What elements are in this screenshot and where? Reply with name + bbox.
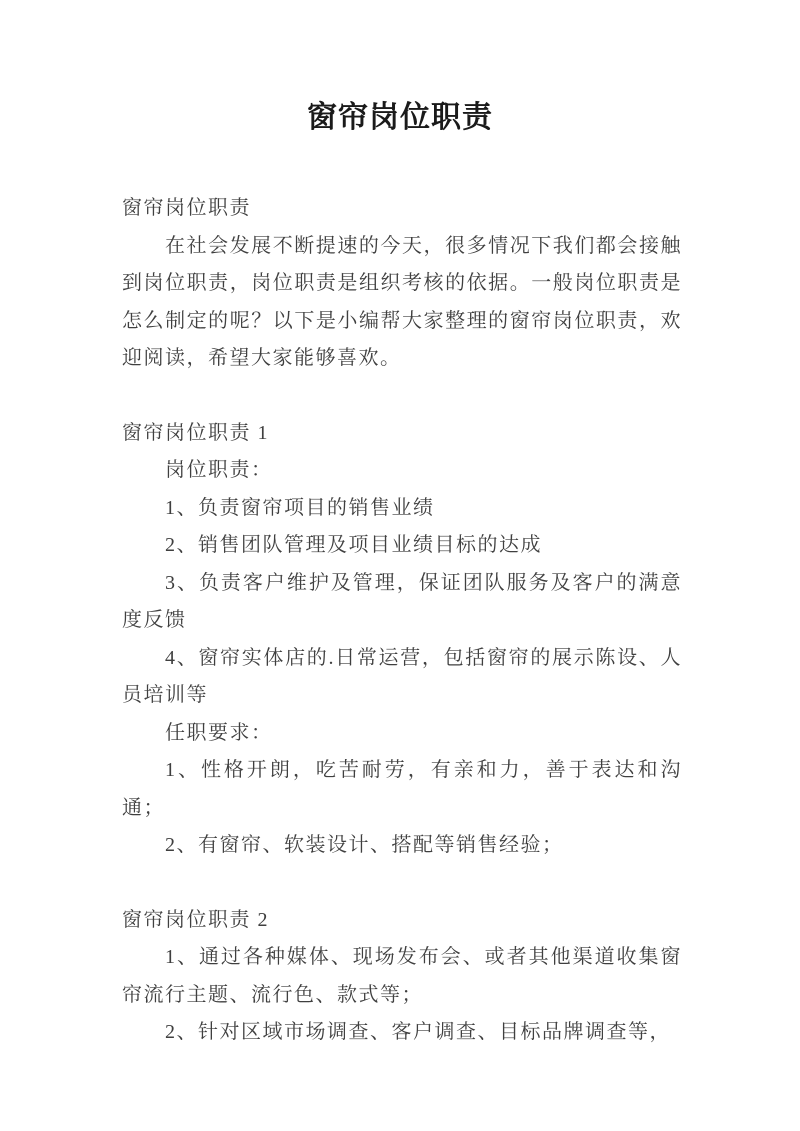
section-1-paragraph: 2、销售团队管理及项目业绩目标的达成 (165, 534, 542, 556)
section-2-heading: 窗帘岗位职责 2 (122, 908, 269, 931)
section-2-paragraph: 1、通过各种媒体、现场发布会、或者其他渠道收集窗帘流行主题、流行色、款式等； (122, 946, 682, 1006)
intro-label: 窗帘岗位职责 (122, 197, 251, 219)
section-1-paragraph: 1、性格开朗，吃苦耐劳，有亲和力，善于表达和沟通； (122, 759, 682, 819)
section-2-paragraph: 2、针对区域市场调查、客户调查、目标品牌调查等， (165, 1021, 671, 1043)
section-1-heading: 窗帘岗位职责 1 (122, 421, 269, 444)
section-1-paragraph: 1、负责窗帘项目的销售业绩 (165, 496, 435, 519)
section-1-paragraph: 3、负责客户维护及管理，保证团队服务及客户的满意度反馈 (122, 571, 682, 631)
document-title: 窗帘岗位职责 (307, 101, 493, 134)
document-body (122, 190, 682, 1052)
section-1-paragraph: 4、窗帘实体店的.日常运营，包括窗帘的展示陈设、人员培训等 (122, 646, 682, 706)
intro-paragraph: 在社会发展不断提速的今天，很多情况下我们都会接触到岗位职责，岗位职责是组织考核的依据。一般岗位职责是怎么制定的呢？以下是小编帮大家整理的窗帘岗位职责，欢迎阅读，希望大家能够喜欢。 (122, 234, 682, 369)
section-1-paragraph: 2、有窗帘、软装设计、搭配等销售经验； (165, 834, 564, 856)
section-1-paragraph: 岗位职责： (165, 459, 273, 481)
section-1-paragraph: 任职要求： (165, 721, 273, 744)
